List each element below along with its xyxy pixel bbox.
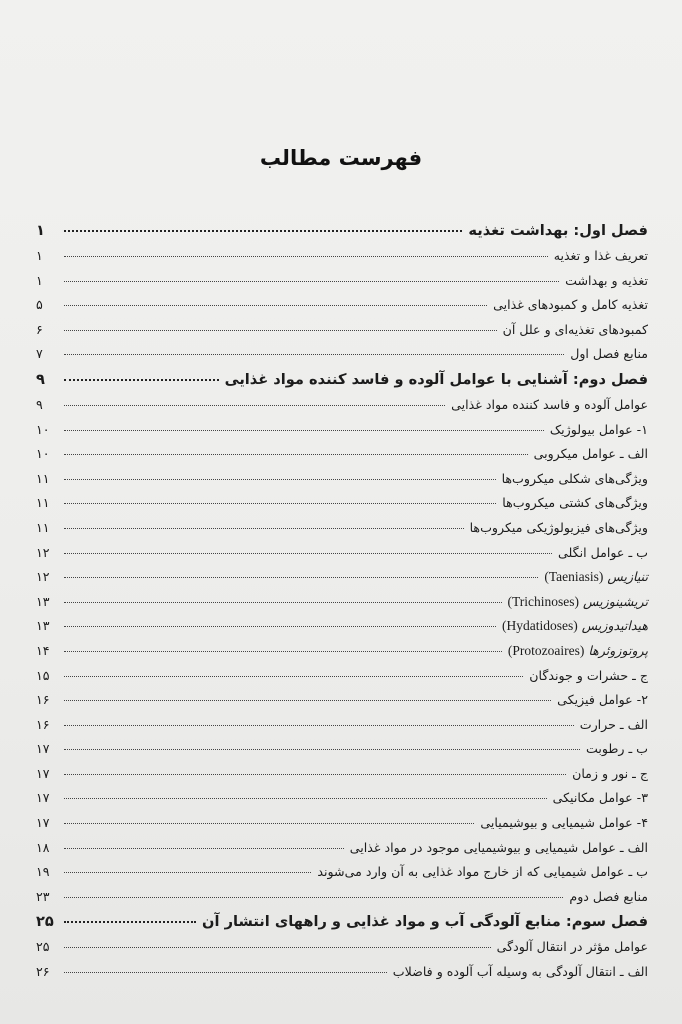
dot-leader [64,577,538,578]
dot-leader [64,823,474,824]
toc-entry-label: تغذیه کامل و کمبودهای غذایی [493,297,648,313]
toc-row [36,397,648,422]
toc-entry-latin-term: (Taeniasis) [544,569,604,585]
dot-leader [64,947,491,948]
dot-leader [64,354,564,355]
toc-row [36,297,648,322]
toc-row [36,964,648,989]
chapter-title: فصل دوم: آشنایی با عوامل آلوده و فاسد کننده مواد غذایی [224,370,648,388]
toc-row [36,346,648,371]
toc-entry-label: عوامل آلوده و فاسد کننده مواد غذایی [451,396,648,412]
page-number: ۱۹ [36,864,50,880]
toc-entry-label: منابع فصل اول [570,346,648,362]
dot-leader [64,256,548,257]
toc-row [36,569,648,594]
toc-entry-label: ج ـ نور و زمان [572,765,648,781]
dot-leader [64,848,344,849]
page-number: ۱۴ [36,642,50,658]
toc-entry-term: تنیازیس [607,569,648,585]
dot-leader [64,651,502,652]
toc-entry-term: تریشینوزیس [583,593,648,609]
page-number: ۱۶ [36,716,50,732]
toc-entry-label: تعریف غذا و تغذیه [553,248,648,263]
page-number: ۲۶ [36,964,50,980]
page-number: ۱۰ [36,421,50,437]
toc-entry-label: الف ـ انتقال آلودگی به وسیله آب آلوده و فاضلاب [392,964,648,980]
page-number: ۱ [36,222,45,239]
page-number: ۱۲ [36,569,50,585]
toc-entry-label: ب ـ عوامل شیمیایی که از خارج مواد غذایی به آن وارد می‌شوند [317,864,648,880]
toc-entry-label: ویژگی‌های شکلی میکروب‌ها [501,470,648,486]
page-number: ۱۵ [36,667,50,683]
dot-leader [64,430,544,431]
toc-entry-label: ۱- عوامل بیولوژیک [549,421,648,437]
toc-entry-label: ب ـ رطوبت [585,741,648,757]
toc-row [36,248,648,273]
toc-row [36,594,648,619]
toc-entry-term: پروتوزوئرها [588,642,648,658]
toc-row [36,889,648,914]
dot-leader [64,921,196,923]
toc-entry-label [502,618,648,634]
dot-leader [64,553,552,554]
page-number: ۱۳ [36,593,50,609]
page-number: ۱۷ [36,741,50,757]
page-number: ۱۶ [36,692,50,708]
page-number: ۱۱ [36,519,50,535]
page-number: ۹ [36,370,45,388]
toc-entry-label: الف ـ عوامل میکروبی [533,446,648,462]
page-number: ۱۲ [36,544,50,560]
toc-chapter-row [36,371,648,397]
page-title: فهرست مطالب [259,146,423,170]
dot-leader [64,281,559,282]
chapter-title: فصل اول: بهداشت تغذیه [468,222,648,239]
toc-row [36,692,648,717]
chapter-title: فصل سوم: منابع آلودگی آب و مواد غذایی و راههای انتشار آن [202,913,648,931]
page-number: ۶ [36,321,43,337]
page-number: ۱۷ [36,790,50,806]
dot-leader [64,897,563,898]
dot-leader [64,602,502,603]
dot-leader [64,528,464,529]
toc-row [36,864,648,889]
page-number: ۷ [36,346,43,362]
dot-leader [64,330,497,331]
toc-row [36,840,648,865]
toc-row [36,446,648,471]
toc-entry-label: کمبودهای تغذیه‌ای و علل آن [502,321,648,337]
toc-entry-label: ۳- عوامل مکانیکی [552,790,648,806]
toc-row [36,741,648,766]
toc-chapter-row [36,222,648,248]
toc-row [36,668,648,693]
page-number: ۱۳ [36,618,50,634]
dot-leader [64,454,528,455]
toc-row [36,422,648,447]
toc-entry-label: الف ـ عوامل شیمیایی و بیوشیمیایی موجود در مواد غذایی [349,839,648,855]
page-number: ۱۷ [36,765,50,781]
toc-entry-label: ج ـ حشرات و جوندگان [529,667,648,683]
toc-row [36,273,648,298]
toc-row [36,815,648,840]
toc-entry-label: الف ـ حرارت [579,716,648,732]
toc-entry-label [508,594,648,610]
toc-entry-label: ۲- عوامل فیزیکی [557,692,648,708]
page-number: ۲۳ [36,888,50,904]
page-number: ۱۰ [36,446,50,462]
page-number: ۱۷ [36,815,50,831]
toc-row [36,322,648,347]
toc-row [36,790,648,815]
toc-chapter-row [36,913,648,939]
page-number: ۱۱ [36,495,50,511]
toc-row [36,495,648,520]
page-number: ۱ [36,272,43,288]
dot-leader [64,479,496,480]
page-number: ۵ [36,297,43,313]
toc-entry-label: تغذیه و بهداشت [565,272,648,288]
toc-entry-latin-term: (Trichinoses) [507,593,580,609]
dot-leader [64,503,496,504]
dot-leader [64,626,496,627]
toc-entry-label [508,643,648,659]
dot-leader [64,774,566,775]
toc-entry-label: ویژگی‌های فیزیولوژیکی میکروب‌ها [469,519,648,535]
page-number: ۱۸ [36,839,50,855]
toc-row [36,717,648,742]
toc-entry-label [544,569,648,585]
toc-row [36,643,648,668]
dot-leader [64,230,462,232]
dot-leader [64,700,551,701]
toc-entry-label: منابع فصل دوم [569,888,648,904]
page-number: ۲۵ [36,913,54,931]
toc-entry-label: ویژگی‌های کشتی میکروب‌ها [502,495,648,511]
dot-leader [64,405,445,406]
page-number: ۱۱ [36,470,50,486]
toc-entry-latin-term: (Hydatidoses) [502,618,578,634]
page-number: ۹ [36,396,43,412]
page-number: ۱ [36,248,43,263]
dot-leader [64,972,387,973]
toc-entry-label: ۴- عوامل شیمیایی و بیوشیمیایی [480,815,648,831]
toc-entry-label: عوامل مؤثر در انتقال آلودگی [496,939,648,955]
page-number: ۲۵ [36,939,50,955]
dot-leader [64,305,487,306]
dot-leader [64,725,574,726]
table-of-contents [36,222,648,989]
toc-row [36,618,648,643]
toc-row [36,471,648,496]
toc-entry-latin-term: (Protozoaires) [507,642,585,658]
toc-row [36,939,648,964]
dot-leader [64,379,219,381]
dot-leader [64,749,580,750]
toc-entry-term: هیداتیدوزیس [581,618,648,634]
toc-row [36,520,648,545]
toc-row [36,545,648,570]
dot-leader [64,872,311,873]
toc-row [36,766,648,791]
dot-leader [64,676,523,677]
toc-entry-label: ب ـ عوامل انگلی [558,544,648,560]
dot-leader [64,798,547,799]
